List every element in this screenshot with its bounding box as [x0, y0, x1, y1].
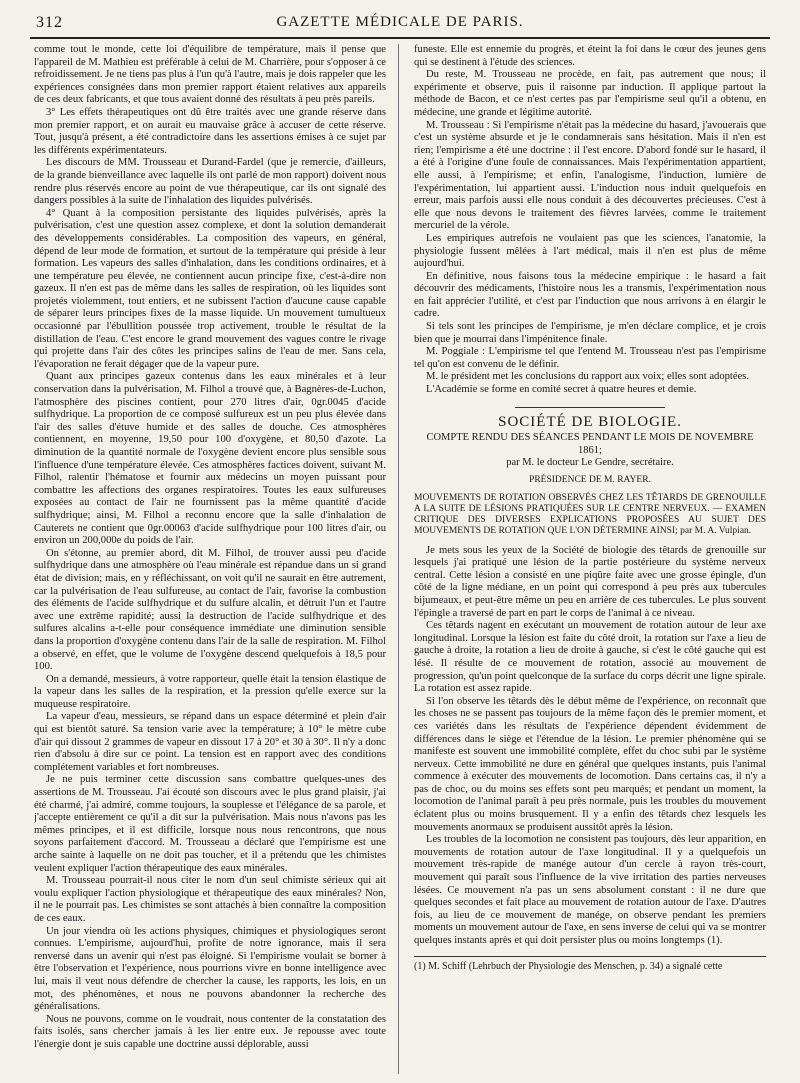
section-rule [515, 407, 665, 408]
presidence-line: PRÉSIDENCE DE M. RAYER. [529, 475, 651, 485]
paragraph: M. Trousseau : Si l'empirisme n'était pas la médecine du hasard, j'avouerais que c'est un système absurde et je le condamnerais sans hésitation. Mais il n'en est rien; l'empirisme a été une doctrine : il l'est encore. D'abord fondé sur le hasard, il a été à l'origine d'une foule de connaissances. Mais l'expérimentation appartient, elle aussi, à l'empirisme; et enfin, l'analogisme, l'induction, lumière de l'expérimentation, lui appartient aussi. L'induction nous induit quelquefois en erreur, mais parfois aussi elle nous conduit à des découvertes précieuses. C'est à elle que nous devons le traitement des fièvres larvées, comme le traitement mercuriel de la vérole. [414, 119, 766, 232]
paragraph: 4° Quant à la composition persistante des liquides pulvérisés, après la pulvérisation, c'est une question assez complexe, et dont la solution demanderait des développements considérables. La composition des vapeurs, en général, dépend de leur mode de formation, et surtout de la température qui préside à leur formation. Les vapeurs des salles d'inhalation, dans les conditions ordinaires, et à une température peu élevée, ne contiennent aucun principe fixe, c'est-à-dire non gazeux. Il n'en est pas de même dans les salles de respiration, où les liquides sont projetés violemment, tout entiers, et ne subissent l'action d'aucune cause capable de séparer leurs principes fixes de la masse liquide. Un mouvement tumultueux occasionné par l'ébullition poussée trop activement, trouble le résultat de la distillation de l'eau. C'est encore le grand mouvement des vagues contre le rivage qui projette dans l'air des côtes les principes salins de l'eau de mer. Sans cela, l'évaporation ne ferait dégager que de la vapeur pure. [34, 207, 386, 370]
right-column [414, 44, 766, 1074]
section-heading: SOCIÉTÉ DE BIOLOGIE. [498, 413, 682, 430]
paragraph: Un jour viendra où les actions physiques, chimiques et physiologiques seront connues. L'empirisme, aujourd'hui, profite de notre ignorance, mais il sera renversé dans un avenir qui n'est pas éloigné. Si l'empirisme voulait se borner à être l'observation et l'expérience, nous pourrions vivre en bonne intelligence avec lui, mais il veut nous défendre de chercher la cause, les rapports, les lois, en un mot, des phénomènes, et nous ne pouvons abandonner la recherche des généralisations. [34, 925, 386, 1013]
paragraph: Du reste, M. Trousseau ne procède, en fait, pas autrement que nous; il expérimente et observe, puis il raisonne par induction. Il applique partout la méthode de Bacon, et ce n'est certes pas par l'empirisme seul qu'il a obtenu, en médecine, une grande et légitime autorité. [414, 69, 766, 118]
paragraph: M. Trousseau pourrait-il nous citer le nom d'un seul chimiste sérieux qui ait voulu expliquer l'action physiologique et thérapeutique des eaux minérales? Non, il ne le pourrait pas. Les chimistes se sont attachés à bien connaître la composition de ces eaux. [34, 875, 386, 924]
paragraph: Ces têtards nagent en exécutant un mouvement de rotation autour de leur axe longitudinal. Lorsque la lésion est faite du côté droit, la rotation sur l'axe a lieu de gauche à droite, la rotation a lieu de droite à gauche, si c'est le côté gauche qui est lésé. Il résulte de ce mouvement de rotation, associé au mouvement de progression, qu'un point quelconque de la surface du corps décrit une ligne spirale. La rotation est assez rapide. [414, 620, 766, 695]
paragraph: M. le président met les conclusions du rapport aux voix; elles sont adoptées. [426, 371, 750, 383]
footnote-rule [414, 956, 766, 957]
paragraph: La vapeur d'eau, messieurs, se répand dans un espace déterminé et plein d'air qui est bientôt saturé. Sa tension varie avec la température; à 10° le mètre cube d'air qui dissout 2 grammes de vapeur en dissout 17 à 20° et 30 à 30°. Il n'y a donc rien d'absolu à dire sur ce point. La tension est en rapport avec des conditions complétement variables et fort nombreuses. [34, 711, 386, 773]
page-header [30, 10, 770, 36]
paragraph: Les empiriques autrefois ne voulaient pas que les sciences, l'anatomie, la physiologie fussent mêlées à l'art médical, mais il n'en est plus de même aujourd'hui. [414, 232, 766, 270]
paragraph: 3° Les effets thérapeutiques ont dû être traités avec une grande réserve dans mon premier rapport, et on aurait eu mauvaise grâce à accuser de cette réserve. Tout, jusqu'à présent, a été contradictoire dans les assertions émises à ce sujet par les différents expérimentateurs. [34, 106, 386, 156]
column-divider [398, 44, 399, 1074]
paragraph: On a demandé, messieurs, à votre rapporteur, quelle était la tension élastique de la vapeur dans les salles de la respiration, et la pression qu'elle exerce sur la muqueuse respiratoire. [34, 673, 386, 710]
article-abstract: MOUVEMENTS DE ROTATION OBSERVÉS CHEZ LES TÊTARDS DE GRENOUILLE A LA SUITE DE LÉSIONS PRATIQUÉES SUR LE CENTRE NERVEUX. — EXAMEN CRITIQUE DES DIVERSES EXPLICATIONS PROPOSÉES AU SUJET DES MOUVEMENTS DE ROTATION QUE L'ON DÉTERMINE AINSI; par M. A. Vulpian. [414, 492, 766, 536]
paragraph: Quant aux principes gazeux contenus dans les eaux minérales et à leur conservation dans la pulvérisation, M. Filhol a trouvé que, à Bagnères-de-Luchon, l'atmosphère des piscines contient, pour 270 litres d'air, 0gr.0045 d'acide sulfhydrique. La proportion de ce composé sulfureux est un peu plus élevée dans l'air des salles d'étuve humide et des salles de douche. Ces atmosphères contiennent, en moyenne, 19,50 pour 100 d'oxygène, et 80,50 d'azote. La diminution de la quantité normale de l'oxygène devient encore plus sensible sous l'influence d'une température élevée. Ces atmosphères factices doivent, suivant M. Filhol, ralentir l'hématose et fournir aux médecins un moyen puissant pour combattre les affections des organes respiratoires. Toutes les eaux sulfureuses exposées au contact de l'air ne fournissent pas la même quantité d'acide sulfhydrique; ainsi, M. Filhol a reconnu encore que la salle d'inhalation de Cauterets ne contient que 0gr.00063 d'acide sulfhydrique pour 100 litres d'air, ou environ un 200,000e du poids de l'air. [34, 371, 386, 547]
paragraph: Si l'on observe les têtards dès le début même de l'expérience, on reconnaît que les choses ne se passent pas toujours de la même façon dès le premier moment, et ces variétés dans les résultats de l'expérience dépendent évidemment de différences dans le siège et l'étendue de la lésion. Le premier phénomène qui se manifeste est souvent une immobilité complète, effet du choc subi par le système nerveux. Cette immobilité ne dure en général que quelques instants, puis l'animal commence à exécuter des mouvements de locomotion. Dans certains cas, il n'y a pas de choc, ou du moins ses effets sont peu marqués; et pendant un moment, la locomotion de l'animal paraît à peu près normale, puis les troubles du mouvement éclatent plus ou moins brusquement. Il y a enfin des têtards chez lesquels les mouvements anormaux se produisent aussitôt après la lésion. [414, 695, 766, 833]
paragraph: L'Académie se forme en comité secret à quatre heures et demie. [426, 384, 697, 396]
paragraph: Je ne puis terminer cette discussion sans combattre quelques-unes des assertions de M. Trousseau. J'ai écouté son discours avec le plus grand plaisir, j'ai été charmé, j'ai admiré, comme toujours, la souplesse et l'élégance de sa parole, et j'accepte entièrement ce qu'il a dit sur la pulvérisation. Mais nous n'avons pas les mêmes principes, et il est difficile, lorsque nous nous rencontrons, que nous soyons parfaitement d'accord. M. Trousseau a déclaré que l'empirisme est une arche sainte à laquelle on ne doit pas toucher, et il a prétendu que les chimistes veulent expliquer l'action thérapeutique des eaux minérales. [34, 774, 386, 874]
paragraph: Nous ne pouvons, comme on le voudrait, nous contenter de la constatation des faits isolés, sans chercher jamais à les lier entre eux. Je repousse avec toute l'énergie dont je suis capable une doctrine aussi déplorable, aussi [34, 1013, 386, 1050]
journal-title: GAZETTE MÉDICALE DE PARIS. [276, 14, 524, 30]
paragraph: On s'étonne, au premier abord, dit M. Filhol, de trouver aussi peu d'acide sulfhydrique dans une atmosphère où l'eau minérale est répandue dans un si grand état de division; mais, en y réfléchissant, on voit qu'il ne saurait en être autrement, car la pulvérisation de l'eau sulfureuse, au contact de l'air, favorise la combustion des éléments de l'acide sulfhydrique et du sulfure alcalin, et détruit l'un et l'autre avec une extrême rapidité; aussi la destruction de l'acide sulfhydrique et des sulfures alcalins a-t-elle pour conséquence immédiate une diminution sensible dans la proportion d'oxygène contenu dans l'air de la salle de respiration. M. Filhol a observé, en effet, que le volume de l'oxygène descend quelquefois à 18,5 pour 100. [34, 547, 386, 673]
left-column [34, 44, 386, 1076]
paragraph: Je mets sous les yeux de la Société de biologie des têtards de grenouille sur lesquels j'ai pratiqué une lésion de la partie postérieure du système nerveux central. Cette lésion a consisté en une piqûre faite avec une grosse épingle, d'un côté de la ligne médiane, en un point qui correspond à peu près aux tubercules bijumeaux, et peut-être même un peu en arrière de ces tubercules. Le plus souvent l'épingle a traversé de part en part le corps de l'animal à ce niveau. [414, 544, 766, 619]
paragraph: En définitive, nous faisons tous la médecine empirique : le hasard a fait découvrir des médicaments, l'histoire nous les a transmis, l'expérimentation nous en fait apprécier l'utilité, et c'est par l'induction que nous arrivons à en élargir le cadre. [414, 270, 766, 320]
paragraph: comme tout le monde, cette loi d'équilibre de température, mais il pense que l'appareil de M. Mathieu est préférable à celui de M. Charrière, pour s'opposer à ce refroidissement. Je ne tiens pas plus à l'un qu'à l'autre, mais je dois rappeler que les expériences consignées dans mon premier rapport étaient relatives aux appareils de ces deux fabricants, et que tous avaient donné des résultats à peu près pareils. [34, 44, 386, 106]
footnote: (1) M. Schiff (Lehrbuch der Physiologie des Menschen, p. 34) a signalé cette [414, 960, 723, 972]
paragraph: Si tels sont les principes de l'empirisme, je m'en déclare complice, et je crois bien que je mourrai dans l'impénitence finale. [414, 321, 766, 345]
paragraph: Les troubles de la locomotion ne consistent pas toujours, dès leur apparition, en mouvements de rotation autour de l'axe longitudinal. Il y a quelquefois un mouvement très-rapide de manége autour d'un cercle à rayon très-court, mouvement qui paraît sous l'influence de la vive irritation des parties nerveuses lésées. Ce mouvement n'a pas un sens absolument constant : il ne dure que quelques secondes et fait place au mouvement de rotation autour de l'axe. D'autres fois, au lieu de ce mouvement de manége, on observe pendant les premiers moments un mouvement autour de l'axe, en sens inverse de celui qui va se montrer quelques instants après et qui doit persister plus ou moins longtemps (1). [414, 834, 766, 946]
header-rule [30, 37, 770, 39]
paragraph: funeste. Elle est ennemie du progrès, et éteint la foi dans le cœur des jeunes gens qui se destinent à l'étude des sciences. [414, 44, 766, 68]
paragraph: Les discours de MM. Trousseau et Durand-Fardel (que je remercie, d'ailleurs, de la grande bienveillance avec laquelle ils ont parlé de mon rapport) doivent nous rendre plus réservés encore au point de vue thérapeutique, car ils ont signalé des dangers possibles à la suite de l'inhalation des liquides pulvérisés. [34, 157, 386, 207]
section-author: par M. le docteur Le Gendre, secrétaire. [506, 457, 674, 469]
section-subheading: COMPTE RENDU DES SÉANCES PENDANT LE MOIS DE NOVEMBRE 1861; [426, 432, 754, 456]
page-number: 312 [36, 14, 63, 31]
paragraph: M. Poggiale : L'empirisme tel que l'entend M. Trousseau n'est pas l'empirisme tel qu'on est convenu de le définir. [414, 346, 766, 370]
